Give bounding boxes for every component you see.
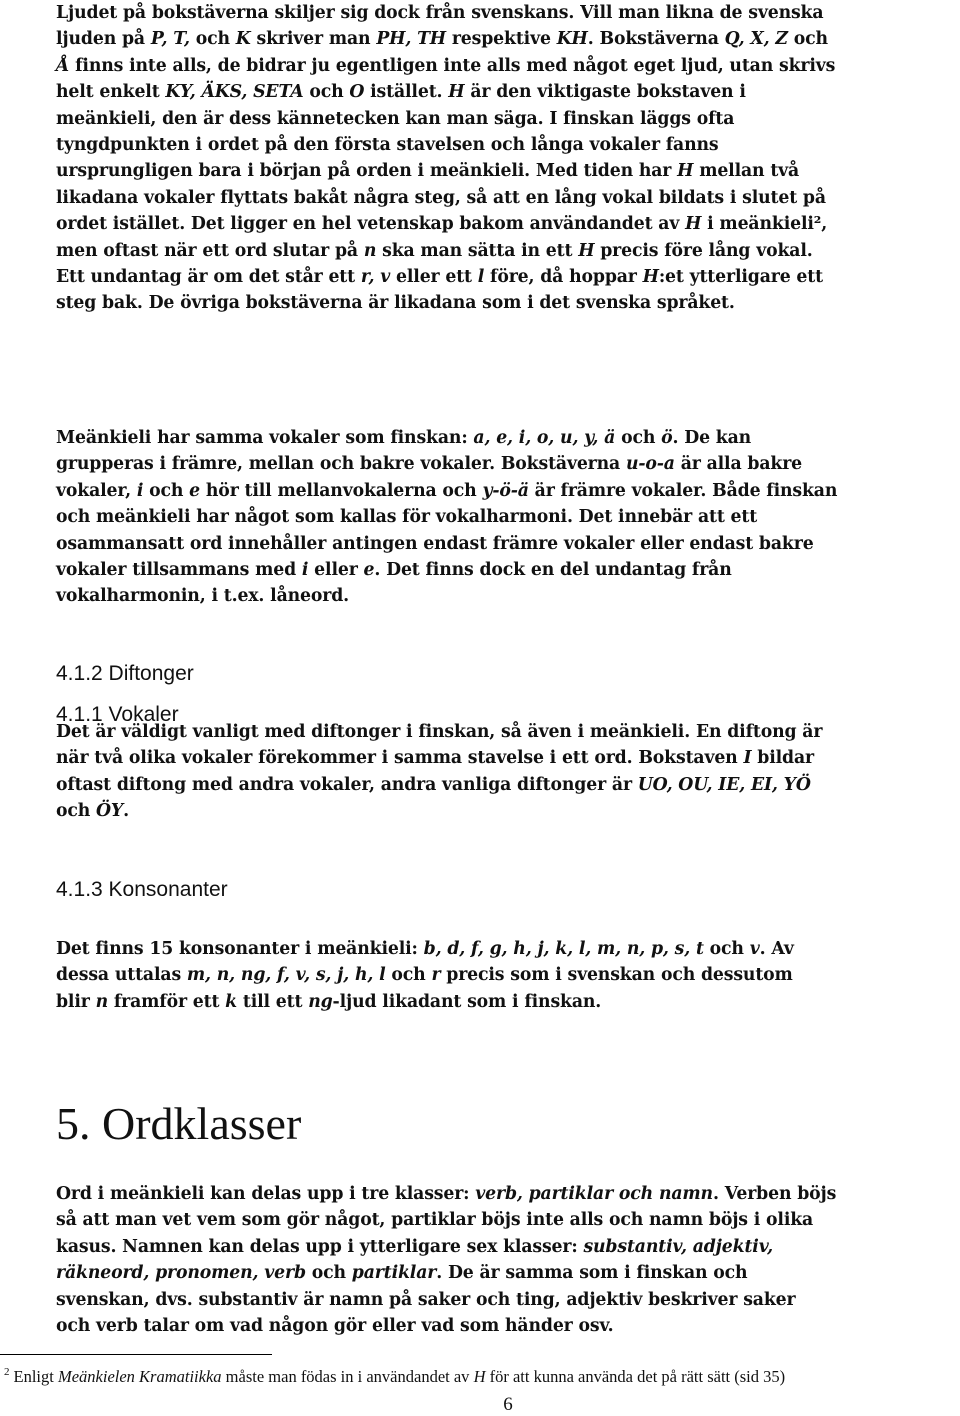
text-segment: så att man vet vem som gör något, partiklar böjs inte alls och namn böjs i olika — [56, 1210, 814, 1231]
text-segment: . Av — [759, 939, 794, 959]
text-segment: respektive — [445, 29, 557, 50]
italic-text: PH, TH — [376, 29, 446, 50]
text-segment: Det finns 15 konsonanter i meänkieli: — [56, 939, 424, 959]
italic-text: b, d, f, g, h, j, k, l, m, n, p, s, t — [423, 939, 704, 959]
italic-text: e — [363, 560, 375, 581]
text-segment: precis före lång vokal. — [594, 240, 813, 261]
italic-text: y-ö-ä — [482, 480, 529, 501]
text-line — [56, 1313, 956, 1339]
ordklasser-paragraph — [56, 1181, 956, 1339]
text-segment: och — [143, 480, 190, 501]
heading-vokaler: 4.1.1 Vokaler — [56, 703, 179, 726]
text-segment: -ljud likadant som i finskan. — [332, 991, 602, 1012]
text-line — [56, 1260, 956, 1286]
italic-text: P, T, — [150, 29, 190, 50]
text-segment: oftast diftong med andra vokaler, andra vanliga diftonger är — [56, 774, 638, 795]
italic-text: ng — [308, 991, 333, 1012]
text-line — [56, 132, 956, 158]
text-segment: men oftast när ett ord slutar på — [56, 240, 364, 261]
text-line — [56, 962, 956, 988]
text-segment: ordet istället. Det ligger en hel vetenskap bakom användandet av — [56, 214, 686, 235]
italic-text: n — [363, 240, 377, 261]
text-segment: och meänkieli har något som kallas för vokalharmoni. Det innebär att ett — [56, 507, 758, 528]
text-line — [56, 1207, 956, 1233]
italic-text: H — [685, 214, 702, 235]
text-segment: likadana vokaler flyttats bakåt några steg, så att en lång vokal bildats i slutet på — [56, 187, 826, 208]
text-line — [56, 79, 956, 105]
text-line — [56, 53, 956, 79]
text-line — [56, 26, 956, 52]
italic-text: räkneord, pronomen, verb — [56, 1263, 306, 1284]
text-segment: bildar — [751, 748, 814, 769]
text-segment: och — [56, 801, 97, 822]
text-segment: och verb talar om vad någon gör eller vad som händer osv. — [56, 1316, 614, 1337]
text-line — [56, 238, 956, 264]
text-segment: finns inte alls, de bidrar ju egentligen inte alls med något eget ljud, utan skrivs — [69, 55, 836, 76]
italic-text: i — [301, 560, 309, 581]
text-segment: Ett undantag är om det står ett — [56, 267, 361, 288]
text-segment: vokalharmonin, i t.ex. låneord. — [56, 586, 350, 607]
footnote-book-title: Meänkielen Kramatiikka — [57, 1367, 222, 1386]
italic-text: ö — [661, 428, 673, 448]
text-segment: precis som i svenskan och dessutom — [440, 965, 793, 986]
text-segment: ska man sätta in ett — [376, 240, 579, 261]
text-segment: Det är väldigt vanligt med diftonger i finskan, så även i meänkieli. En diftong är — [56, 722, 823, 742]
italic-text: O — [349, 82, 365, 103]
italic-text: ÖY — [96, 801, 124, 822]
text-segment: och — [787, 29, 828, 50]
italic-text: KY, ÄKS, SETA — [165, 82, 304, 103]
text-segment: före, då hoppar — [484, 267, 643, 288]
heading-diftonger: 4.1.2 Diftonger — [56, 662, 194, 685]
text-segment: är alla bakre — [674, 454, 802, 475]
italic-text: m, n, ng, f, v, s, j, h, l — [186, 965, 386, 986]
text-line — [56, 798, 956, 824]
text-segment: eller — [308, 560, 364, 581]
text-line — [56, 772, 956, 798]
italic-text: e — [189, 480, 201, 501]
text-line — [56, 451, 956, 477]
text-segment: är den viktigaste bokstaven i — [464, 82, 746, 103]
italic-text: H — [677, 161, 694, 182]
text-line — [56, 185, 956, 211]
page-number: 6 — [503, 1394, 513, 1415]
text-segment: . De kan — [672, 428, 752, 448]
italic-text: l — [477, 267, 485, 288]
text-segment: hör till mellanvokalerna och — [200, 480, 483, 501]
italic-text: Å — [56, 55, 70, 76]
text-line — [56, 1234, 956, 1260]
italic-text: v — [749, 939, 760, 959]
text-line — [56, 1287, 956, 1313]
italic-text: UO, OU, IE, EI, YÖ — [637, 774, 811, 795]
text-line — [56, 478, 956, 504]
text-segment: vokaler tillsammans med — [56, 560, 302, 581]
italic-text: u-o-a — [625, 454, 675, 475]
italic-text: r — [431, 965, 441, 986]
text-segment: och — [189, 29, 236, 50]
text-line — [56, 425, 956, 451]
text-segment: svenskan, dvs. substantiv är namn på saker och ting, adjektiv beskriver saker — [56, 1289, 796, 1310]
text-segment: grupperas i främre, mellan och bakre vokaler. Bokstäverna — [56, 454, 626, 475]
footnote-text-before: Enligt — [13, 1367, 58, 1386]
diftonger-paragraph — [56, 719, 956, 825]
konsonanter-paragraph — [56, 936, 956, 1015]
text-segment: helt enkelt — [56, 82, 166, 103]
vokaler-paragraph — [56, 425, 956, 610]
footnote-text-after: för att kunna använda det på rätt sätt (sid 35) — [485, 1367, 786, 1386]
text-segment: . De är samma som i finskan och — [436, 1263, 748, 1284]
text-line — [56, 557, 956, 583]
text-segment: vokaler, — [56, 480, 137, 501]
text-line — [56, 504, 956, 530]
text-segment: tyngdpunkten i ordet på den första stavelsen och långa vokaler fanns — [56, 135, 719, 156]
text-line — [56, 158, 956, 184]
text-segment: osammansatt ord innehåller antingen endast främre vokaler eller endast bakre — [56, 533, 814, 554]
italic-text: partiklar — [351, 1263, 437, 1284]
text-segment: . — [123, 801, 129, 822]
footnote-marker: 2 — [4, 1366, 10, 1378]
text-segment: dessa uttalas — [56, 965, 187, 986]
text-segment: . Det finns dock en del undantag från — [374, 560, 732, 581]
italic-text: n — [95, 991, 109, 1012]
text-segment: till ett — [237, 991, 309, 1012]
footnote-text-middle: måste man födas in i användandet av — [221, 1367, 474, 1386]
text-segment: ljuden på — [56, 29, 151, 50]
footnote-letter: H — [473, 1367, 486, 1386]
text-segment: Meänkieli har samma vokaler som finskan: — [56, 428, 474, 448]
text-line — [56, 936, 956, 962]
text-segment: . Bokstäverna — [587, 29, 725, 50]
text-segment: :et ytterligare ett — [658, 267, 823, 288]
text-segment: kasus. Namnen kan delas upp i ytterligare sex klasser: — [56, 1236, 584, 1257]
text-line — [56, 583, 956, 609]
intro-paragraph — [56, 0, 956, 317]
text-segment: istället. — [364, 82, 449, 103]
italic-text: I — [743, 748, 752, 769]
text-line — [56, 719, 956, 745]
italic-text: a, e, i, o, u, y, ä — [473, 428, 616, 448]
text-segment: steg bak. De övriga bokstäverna är likadana som i det svenska språket. — [56, 293, 735, 314]
text-line — [56, 745, 956, 771]
footnote-divider — [0, 1354, 272, 1355]
text-segment: blir — [56, 991, 96, 1012]
text-segment: mellan två — [693, 161, 800, 182]
italic-text: k — [225, 991, 237, 1012]
heading-konsonanter: 4.1.3 Konsonanter — [56, 878, 228, 901]
text-line — [56, 0, 956, 26]
text-line — [56, 264, 956, 290]
text-segment: är främre vokaler. Både finskan — [528, 480, 838, 501]
text-line — [56, 531, 956, 557]
text-line — [56, 106, 956, 132]
text-segment: ursprungligen bara i början på orden i meänkieli. Med tiden har — [56, 161, 678, 182]
text-segment: och — [303, 82, 350, 103]
italic-text: Q, X, Z — [724, 29, 788, 50]
text-segment: och — [305, 1263, 352, 1284]
text-line — [56, 211, 956, 237]
italic-text: H — [578, 240, 595, 261]
text-segment: eller ett — [390, 267, 478, 288]
italic-text: K — [235, 29, 251, 50]
text-segment: . Verben böjs — [712, 1184, 837, 1204]
text-segment: i meänkieli², — [701, 214, 828, 235]
italic-text: i — [136, 480, 144, 501]
text-line — [56, 290, 956, 316]
italic-text: H — [642, 267, 659, 288]
text-line — [56, 989, 956, 1015]
italic-text: H — [448, 82, 465, 103]
text-line — [56, 1181, 956, 1207]
text-segment: Ord i meänkieli kan delas upp i tre klasser: — [56, 1184, 476, 1204]
text-segment: och — [615, 428, 662, 448]
italic-text: r, v — [360, 267, 391, 288]
text-segment: meänkieli, den är dess kännetecken kan man säga. I finskan läggs ofta — [56, 108, 735, 129]
text-segment: och — [703, 939, 750, 959]
text-segment: skriver man — [250, 29, 377, 50]
chapter-heading-ordklasser: 5. Ordklasser — [56, 1098, 302, 1149]
text-segment: Ljudet på bokstäverna skiljer sig dock från svenskans. Vill man likna de svenska — [56, 3, 824, 23]
footnote — [4, 1360, 785, 1389]
text-segment: framför ett — [108, 991, 226, 1012]
text-segment: och — [385, 965, 432, 986]
italic-text: substantiv, adjektiv, — [583, 1236, 774, 1257]
italic-text: KH — [556, 29, 588, 50]
text-segment: när två olika vokaler förekommer i samma stavelse i ett ord. Bokstaven — [56, 748, 744, 769]
italic-text: verb, partiklar och namn — [475, 1184, 713, 1204]
